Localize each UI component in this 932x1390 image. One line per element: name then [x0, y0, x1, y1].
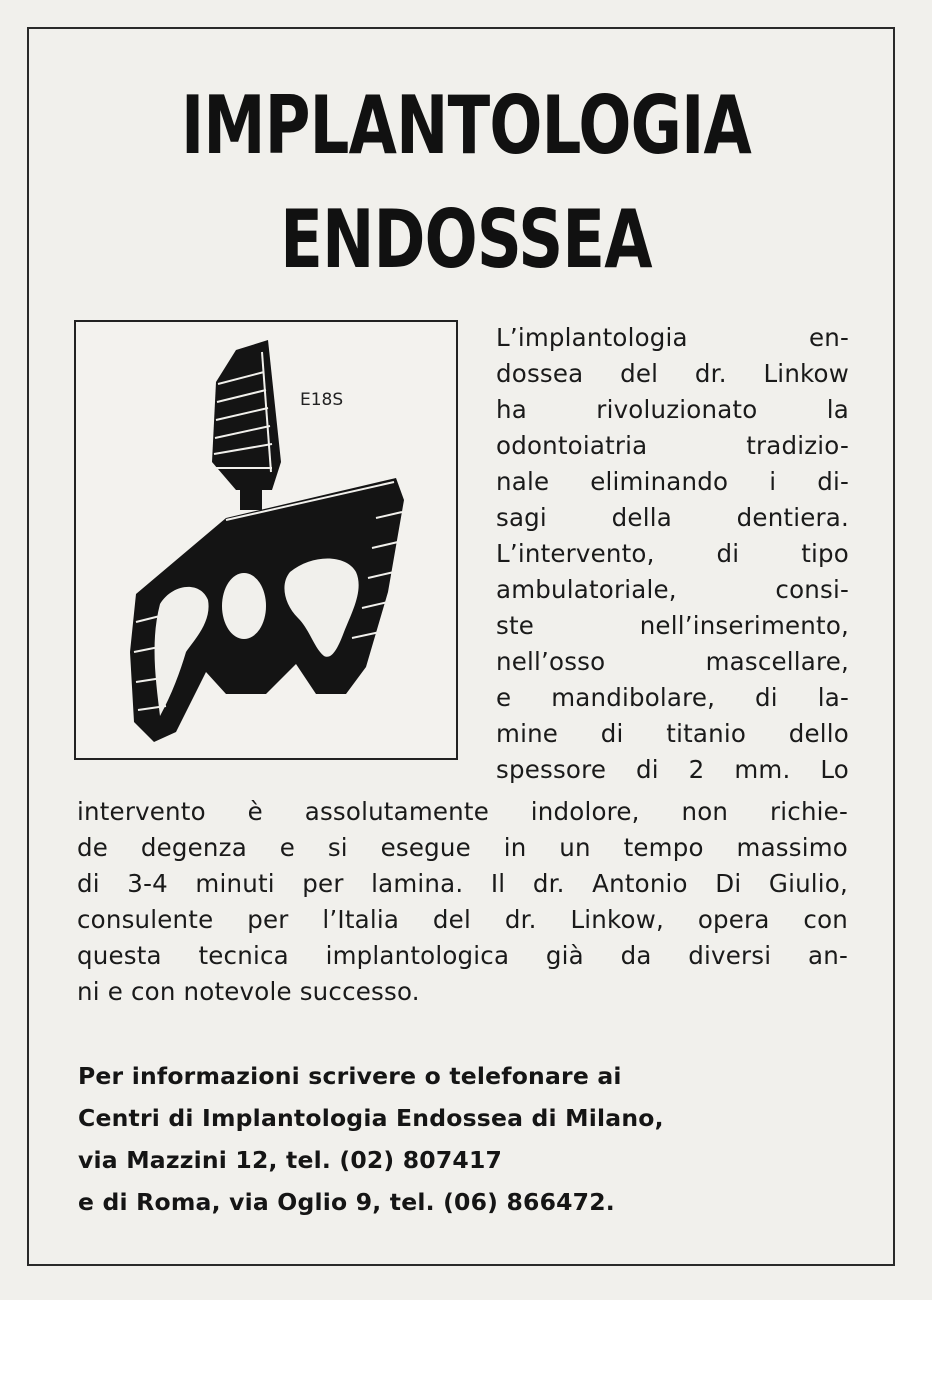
body-text-line: ni e con notevole successo. [77, 977, 420, 1006]
blade-implant-drawing-icon [76, 322, 456, 758]
figure-label: E18S [300, 390, 344, 410]
body-text-line: intervento è assolutamente indolore, non richie- [77, 797, 848, 826]
contact-line: e di Roma, via Oglio 9, tel. (06) 866472. [78, 1188, 615, 1216]
body-text-line: spessore di 2 mm. Lo [496, 755, 849, 784]
bottom-margin [0, 1300, 932, 1390]
headline-line-2: ENDOSSEA [280, 193, 652, 286]
contact-line: Centri di Implantologia Endossea di Milano, [78, 1104, 664, 1132]
body-text-line: nell’osso mascellare, [496, 647, 849, 676]
body-text-line: ste nell’inserimento, [496, 611, 849, 640]
body-text-line: sagi della dentiera. [496, 503, 849, 532]
body-text-line: L’intervento, di tipo [496, 539, 849, 568]
body-text-line: ambulatoriale, consi- [496, 575, 849, 604]
body-text-line: questa tecnica implantologica già da diversi an- [77, 941, 848, 970]
body-text-line: di 3-4 minuti per lamina. Il dr. Antonio Di Giulio, [77, 869, 848, 898]
body-text-line: ha rivoluzionato la [496, 395, 849, 424]
body-text-line: e mandibolare, di la- [496, 683, 849, 712]
body-text-line: nale eliminando i di- [496, 467, 849, 496]
body-text-line: odontoiatria tradizio- [496, 431, 849, 460]
headline-line-1: IMPLANTOLOGIA [180, 79, 752, 172]
implant-illustration-box [74, 320, 458, 760]
body-text-line: mine di titanio dello [496, 719, 849, 748]
body-text-line: consulente per l’Italia del dr. Linkow, opera con [77, 905, 848, 934]
contact-line: via Mazzini 12, tel. (02) 807417 [78, 1146, 503, 1174]
body-text-line: L’implantologia en- [496, 323, 849, 352]
body-text-line: de degenza e si esegue in un tempo massimo [77, 833, 848, 862]
contact-line: Per informazioni scrivere o telefonare ai [78, 1062, 622, 1090]
body-text-line: dossea del dr. Linkow [496, 359, 849, 388]
